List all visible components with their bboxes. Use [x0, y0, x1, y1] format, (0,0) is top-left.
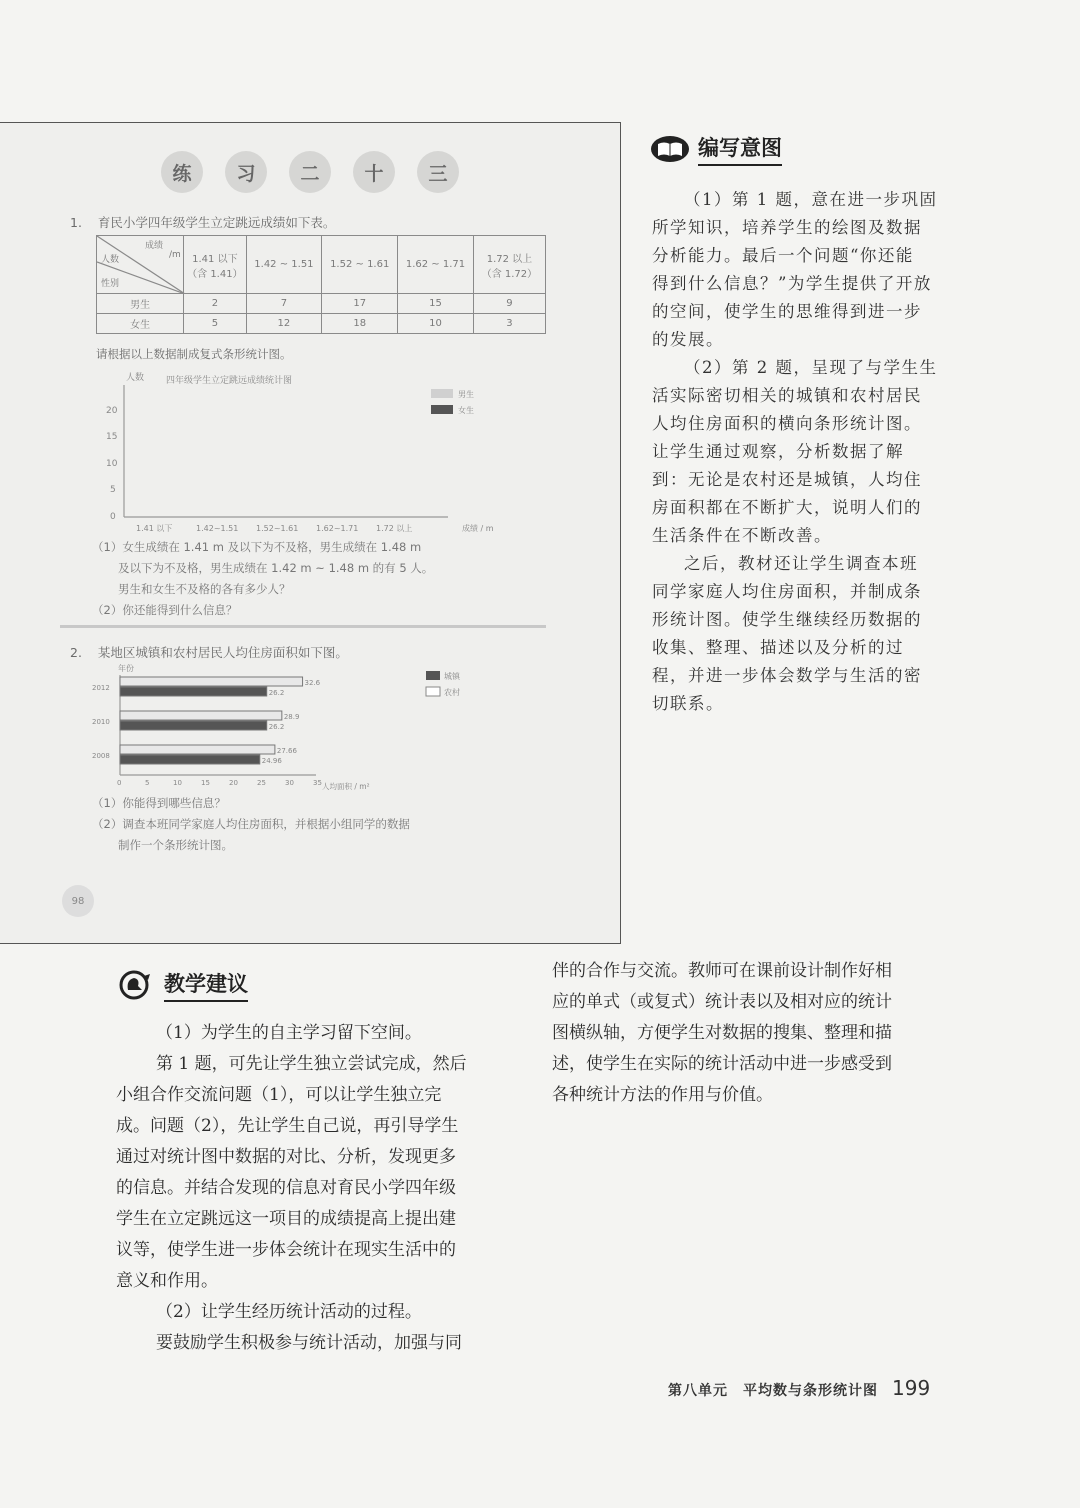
- suggestion-line: 要鼓励学生积极参与统计活动，加强与同: [156, 1333, 462, 1353]
- suggestion-line: 第 1 题，可先让学生独立尝试完成，然后: [156, 1054, 467, 1074]
- table-cell: 7: [246, 294, 322, 314]
- x-label: 成绩 / m: [462, 524, 494, 533]
- open-book-icon: [650, 134, 690, 164]
- chart-title: 四年级学生立定跳远成绩统计图: [166, 376, 293, 386]
- q1-sub1-line: 男生和女生不及格的各有多少人？: [118, 582, 291, 596]
- x-tick: 1.72 以上: [376, 524, 413, 533]
- intent-line: 得到什么信息？”为学生提供了开放: [652, 274, 932, 293]
- intent-line: 同学家庭人均住房面积，并制成条: [652, 582, 922, 601]
- col-header: 1.42 ~ 1.51: [246, 236, 322, 294]
- intent-line: 所学知识，培养学生的绘图及数据: [652, 218, 922, 237]
- unit-title: 第八单元 平均数与条形统计图: [668, 1383, 878, 1399]
- q2-data-label: 32.6: [304, 679, 321, 687]
- q1-empty-chart: [96, 367, 516, 537]
- y-tick: 10: [106, 459, 118, 469]
- q2-bar-chart: [90, 661, 500, 797]
- title-char: 二: [289, 151, 331, 193]
- q1-heading: [70, 213, 335, 231]
- intent-line: 分析能力。最后一个问题“你还能: [652, 246, 914, 265]
- q2-data-label: 26.2: [268, 689, 285, 697]
- q2-legend-swatch-town: [426, 671, 440, 680]
- intent-line: 的空间，使学生的思维得到进一步: [652, 302, 922, 321]
- x-tick: 1.42~1.51: [196, 524, 239, 533]
- suggestion-left-column: [116, 1018, 536, 1359]
- suggestion-line: 伴的合作与交流。教师可在课前设计制作好相: [552, 961, 892, 981]
- page-number: 199: [892, 1376, 931, 1400]
- x-tick: 1.52~1.61: [256, 524, 299, 533]
- intent-line: 房面积都在不断扩大，说明人们的: [652, 498, 922, 517]
- q2-ticks-group: [117, 779, 322, 787]
- suggestion-line: 通过对统计图中数据的对比、分析，发现更多: [116, 1147, 456, 1167]
- row-label: 女生: [97, 314, 184, 334]
- legend-swatch-male: [431, 389, 453, 398]
- suggestion-line: （1）为学生的自主学习留下空间。: [156, 1023, 422, 1043]
- q2-legend-town: 城镇: [444, 672, 460, 681]
- table-cell: 18: [322, 314, 398, 334]
- intent-body: [652, 186, 982, 718]
- suggestion-line: 小组合作交流问题（1），可以让学生独立完: [116, 1085, 442, 1105]
- table-row: [97, 294, 546, 314]
- textbook-page-thumbnail: [0, 122, 621, 944]
- q2-heading: [70, 643, 348, 661]
- suggestion-header: [116, 968, 248, 1002]
- table-cell: 9: [473, 294, 545, 314]
- intent-line: （2）第 2 题，呈现了与学生生: [684, 358, 938, 377]
- q2-data-label: 27.66: [276, 747, 297, 755]
- q2-legend-rural: 农村: [444, 688, 460, 697]
- table-corner-cell: [97, 236, 184, 294]
- col-header: 1.72 以上 （含 1.72）: [473, 236, 545, 294]
- q2-sub1: （1）你能得到哪些信息？: [92, 796, 226, 810]
- col-header: 1.62 ~ 1.71: [398, 236, 474, 294]
- intent-line: 生活条件在不断改善。: [652, 526, 832, 545]
- title-char: 练: [161, 151, 203, 193]
- corner-label-score: 成绩: [145, 241, 164, 251]
- q2-number: 2.: [70, 645, 82, 660]
- col-header: 1.41 以下 （含 1.41）: [184, 236, 246, 294]
- q2-bar-rural: [120, 755, 260, 764]
- q1-sub1-line: （1）女生成绩在 1.41 m 及以下为不及格，男生成绩在 1.48 m: [92, 540, 422, 554]
- q2-sub2-line: （2）调查本班同学家庭人均住房面积，并根据小组同学的数据: [92, 817, 410, 831]
- q2-bars-group: [92, 677, 321, 765]
- table-cell: 17: [322, 294, 398, 314]
- q2-x-tick: 10: [173, 779, 182, 787]
- q2-x-tick: 0: [117, 779, 122, 787]
- q2-x-tick: 5: [145, 779, 150, 787]
- table-cell: 10: [398, 314, 474, 334]
- suggestion-line: （2）让学生经历统计活动的过程。: [156, 1302, 422, 1322]
- intent-line: （1）第 1 题，意在进一步巩固: [684, 190, 938, 209]
- exercise-title: [0, 151, 620, 193]
- intent-line: 的发展。: [652, 330, 724, 349]
- q2-text: 某地区城镇和农村居民人均住房面积如下图。: [97, 645, 348, 660]
- suggestion-right-column: [552, 956, 982, 1111]
- suggestion-line: 图横纵轴，方便学生对数据的搜集、整理和描: [552, 1023, 892, 1043]
- suggestion-line: 应的单式（或复式）统计表以及相对应的统计: [552, 992, 892, 1012]
- table-cell: 15: [398, 294, 474, 314]
- q1-sub-questions: [92, 537, 433, 621]
- intent-line: 人均住房面积的横向条形统计图。: [652, 414, 922, 433]
- corner-label-count: 人数: [101, 255, 120, 265]
- legend-label-male: 男生: [458, 390, 474, 399]
- chart-ylabel: 人数: [126, 373, 145, 383]
- divider: [60, 625, 546, 628]
- y-tick: 20: [106, 406, 118, 416]
- title-char: 十: [353, 151, 395, 193]
- table-row: [97, 314, 546, 334]
- x-tick: 1.62~1.71: [316, 524, 359, 533]
- q2-data-label: 28.9: [283, 713, 300, 721]
- legend-label-female: 女生: [458, 406, 474, 415]
- suggestion-line: 学生在立定跳远这一项目的成绩提高上提出建: [116, 1209, 456, 1229]
- suggestion-line: 成。问题（2），先让学生自己说，再引导学生: [116, 1116, 459, 1136]
- q2-data-label: 26.2: [268, 723, 285, 731]
- q1-instruction: 请根据以上数据制成复式条形统计图。: [96, 347, 292, 361]
- suggestion-line: 各种统计方法的作用与价值。: [552, 1085, 773, 1105]
- intent-line: 形统计图。使学生继续经历数据的: [652, 610, 922, 629]
- intent-line: 之后，教材还让学生调查本班: [684, 554, 918, 573]
- q2-category-label: 2008: [92, 752, 110, 760]
- q1-sub2: （2）你还能得到什么信息？: [92, 603, 238, 617]
- corner-label-unit: /m: [169, 250, 181, 260]
- q2-bar-town: [120, 745, 275, 754]
- intent-line: 程，并进一步体会数学与生活的密: [652, 666, 922, 685]
- q2-x-tick: 35: [313, 779, 322, 787]
- q2-legend-swatch-rural: [426, 687, 440, 696]
- q2-xlabel: 人均面积 / m²: [322, 782, 370, 791]
- intent-line: 切联系。: [652, 694, 724, 713]
- q2-sub2-line: 制作一个条形统计图。: [118, 838, 233, 852]
- intent-line: 让学生通过观察，分析数据了解: [652, 442, 904, 461]
- table-cell: 12: [246, 314, 322, 334]
- row-label: 男生: [97, 294, 184, 314]
- suggestion-line: 的信息。并结合发现的信息对育民小学四年级: [116, 1178, 456, 1198]
- q1-data-table: [96, 235, 546, 334]
- q2-bar-rural: [120, 687, 267, 696]
- q1-number: 1.: [70, 215, 82, 230]
- q2-bar-town: [120, 711, 282, 720]
- intent-title: 编写意图: [698, 132, 782, 166]
- speech-hand-icon: [116, 970, 156, 1000]
- y-tick: 15: [106, 432, 118, 442]
- q1-text: 育民小学四年级学生立定跳远成绩如下表。: [97, 215, 336, 230]
- table-cell: 3: [473, 314, 545, 334]
- table-cell: 2: [184, 294, 246, 314]
- title-char: 习: [225, 151, 267, 193]
- q2-category-label: 2010: [92, 718, 110, 726]
- y-tick: 5: [110, 485, 116, 495]
- q2-ylabel: 年份: [118, 664, 134, 673]
- suggestion-line: 议等，使学生进一步体会统计在现实生活中的: [116, 1240, 456, 1260]
- textbook-page-number: 98: [62, 885, 94, 917]
- q2-data-label: 24.96: [261, 757, 282, 765]
- q2-bar-town: [120, 677, 303, 686]
- x-tick: 1.41 以下: [136, 524, 173, 533]
- page-footer: [668, 1376, 930, 1400]
- q2-x-tick: 20: [229, 779, 238, 787]
- q2-x-tick: 25: [257, 779, 266, 787]
- suggestion-line: 意义和作用。: [116, 1271, 218, 1291]
- q2-x-tick: 15: [201, 779, 210, 787]
- q2-x-tick: 30: [285, 779, 294, 787]
- q2-sub-questions: [92, 793, 410, 856]
- title-char: 三: [417, 151, 459, 193]
- q1-sub1-line: 及以下为不及格，男生成绩在 1.42 m ~ 1.48 m 的有 5 人。: [118, 561, 434, 575]
- legend-swatch-female: [431, 405, 453, 414]
- col-header: 1.52 ~ 1.61: [322, 236, 398, 294]
- suggestion-line: 述，使学生在实际的统计活动中进一步感受到: [552, 1054, 892, 1074]
- y-tick: 0: [110, 512, 116, 522]
- table-cell: 5: [184, 314, 246, 334]
- intent-header: [650, 132, 782, 166]
- intent-line: 到：无论是农村还是城镇，人均住: [652, 470, 922, 489]
- q2-category-label: 2012: [92, 684, 110, 692]
- q2-bar-rural: [120, 721, 267, 730]
- intent-line: 活实际密切相关的城镇和农村居民: [652, 386, 922, 405]
- intent-line: 收集、整理、描述以及分析的过: [652, 638, 904, 657]
- suggestion-title: 教学建议: [164, 968, 248, 1002]
- corner-label-gender: 性别: [101, 279, 120, 289]
